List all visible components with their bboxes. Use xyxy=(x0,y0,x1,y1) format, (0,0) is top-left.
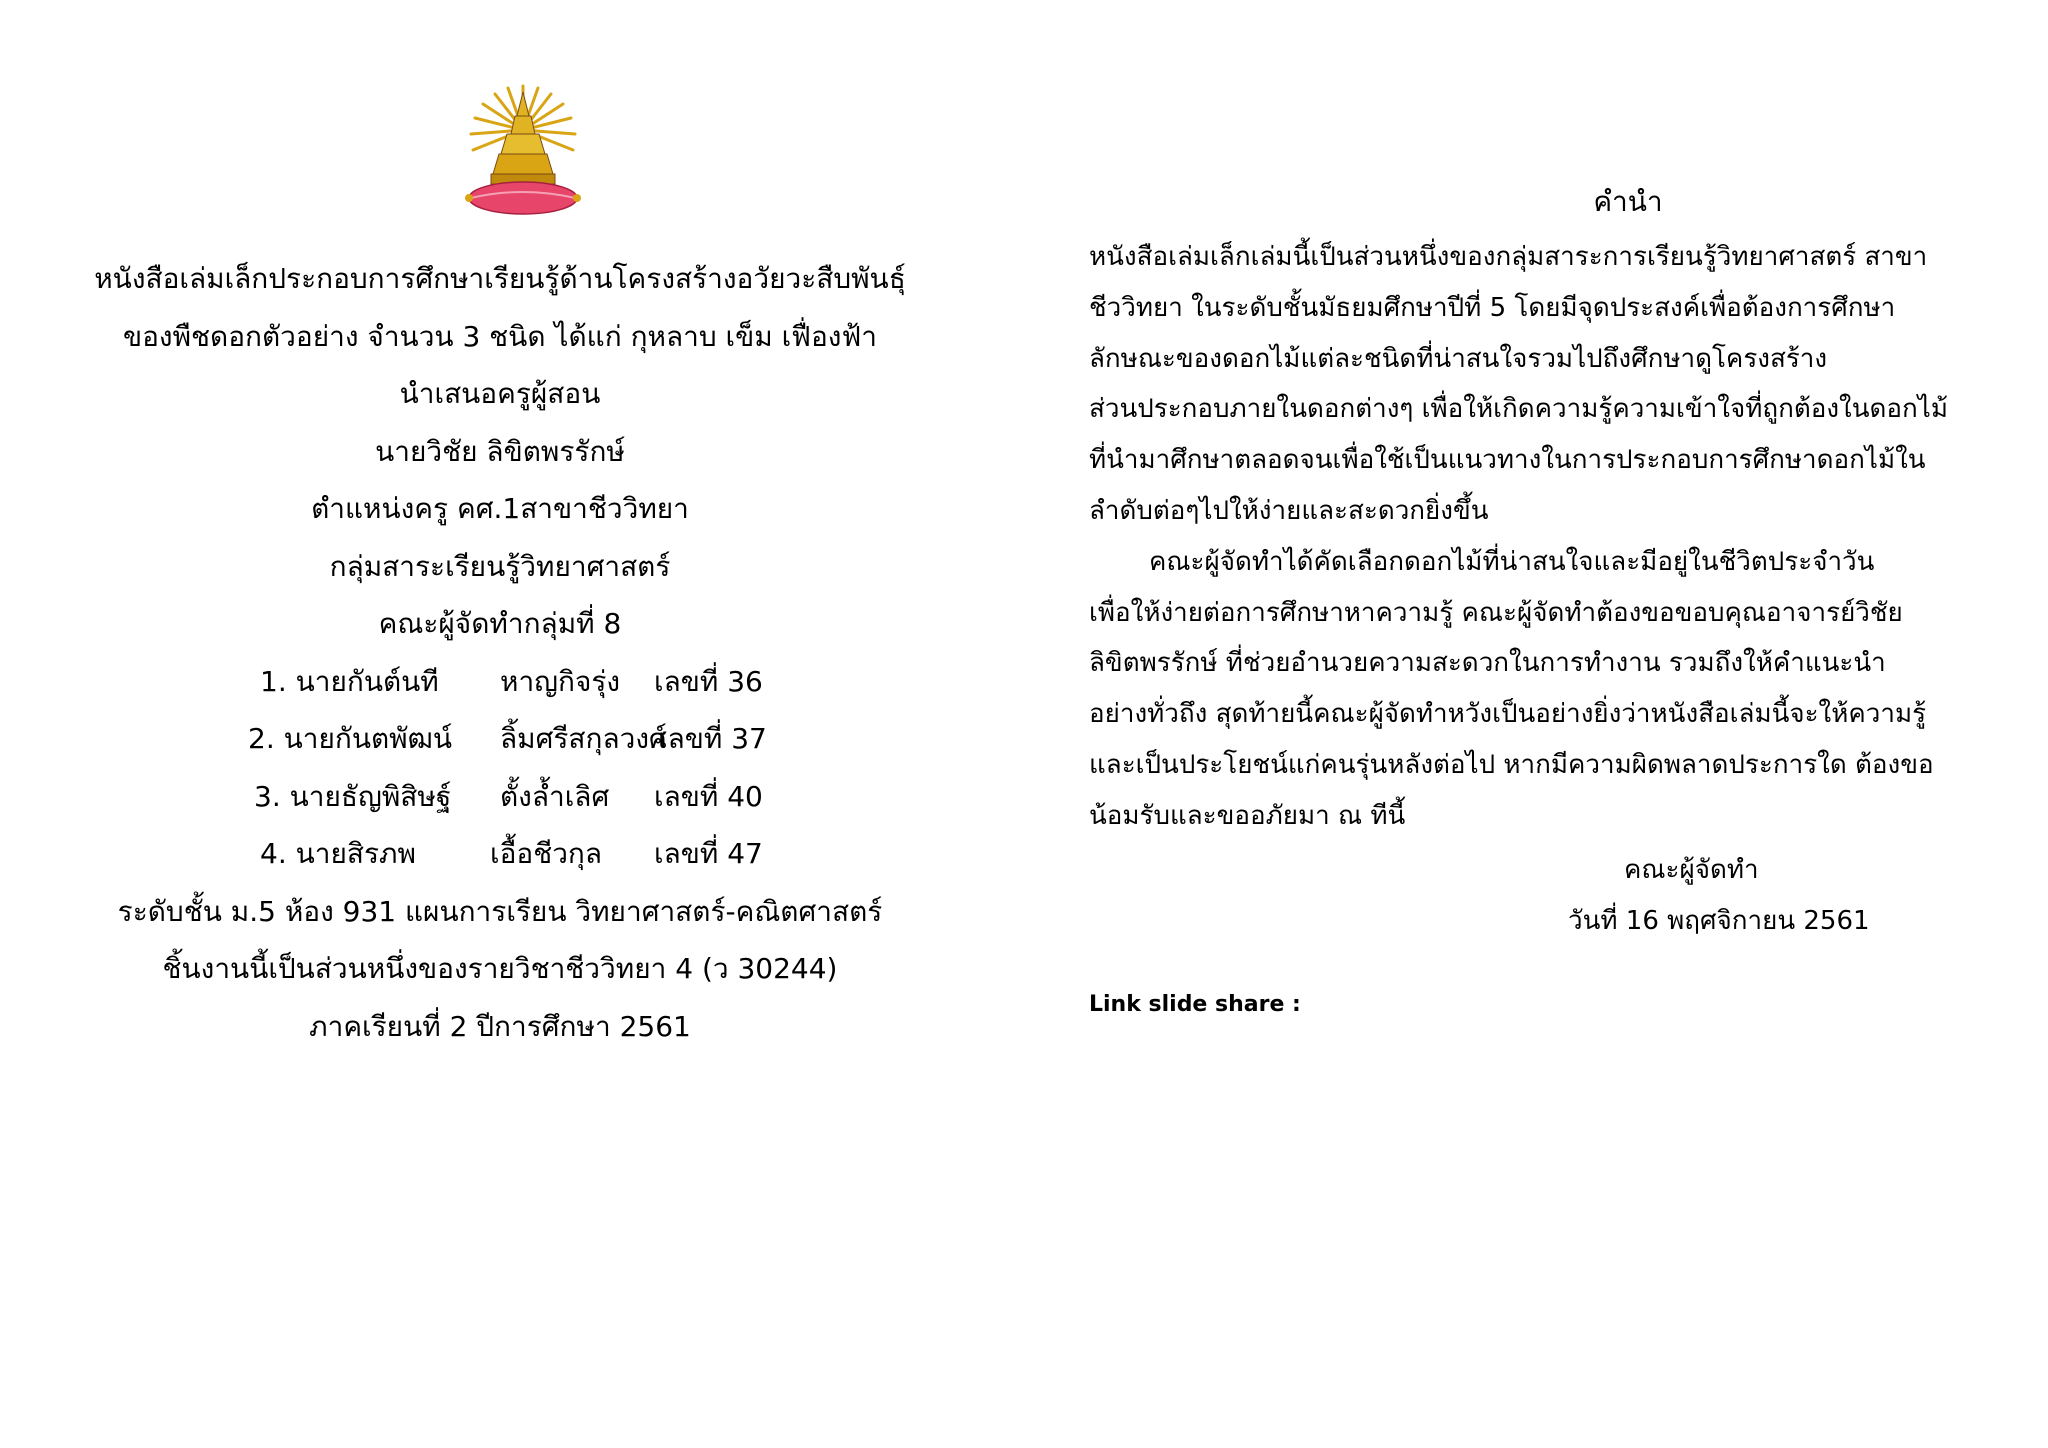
class-info: ระดับชั้น ม.5 ห้อง 931 แผนการเรียน วิทยาศาสตร์-คณิตศาสตร์ xyxy=(117,894,883,928)
foreword-paragraph-1-line: หนังสือเล่มเล็กเล่มนี้เป็นส่วนหนึ่งของกลุ่มสาระการเรียนรู้วิทยาศาสตร์ สาขา xyxy=(1089,242,1928,272)
foreword-paragraph-2-line: เพื่อให้ง่ายต่อการศึกษาหาความรู้ คณะผู้จัดทำต้องขอขอบคุณอาจารย์วิชัย xyxy=(1089,597,1903,628)
foreword-paragraph-1-line: ส่วนประกอบภายในดอกต่างๆ เพื่อให้เกิดความรู้ความเข้าใจที่ถูกต้องในดอกไม้ xyxy=(1089,394,1948,425)
signoff-author: คณะผู้จัดทำ xyxy=(1624,855,1759,885)
department-name: กลุ่มสาระเรียนรู้วิทยาศาสตร์ xyxy=(329,549,671,583)
foreword-paragraph-1-line: ที่นำมาศึกษาตลอดจนเพื่อใช้เป็นแนวทางในการประกอบการศึกษาดอกไม้ใน xyxy=(1089,445,1926,476)
member-row xyxy=(40,710,960,768)
foreword-paragraph-1-line: ลักษณะของดอกไม้แต่ละชนิดที่น่าสนใจรวมไปถึงศึกษาดูโครงสร้าง xyxy=(1089,343,1828,374)
foreword-paragraph-2-line: คณะผู้จัดทำได้คัดเลือกดอกไม้ที่น่าสนใจและมีอยู่ในชีวิตประจำวัน xyxy=(1149,546,1875,577)
member-name: 2. นายกันตพัฒน์ xyxy=(248,722,453,755)
foreword-body xyxy=(1089,232,1989,842)
course-info: ชิ้นงานนี้เป็นส่วนหนึ่งของรายวิชาชีววิทยา 4 (ว 30244) xyxy=(162,952,838,985)
member-name: 3. นายธัญพิสิษฐ์ xyxy=(254,779,452,813)
signoff-date: วันที่ 16 พฤศจิกายน 2561 xyxy=(1568,906,1870,936)
member-number: เลขที่ 40 xyxy=(654,779,763,813)
foreword-paragraph-2-line: และเป็นประโยชน์แก่คนรุ่นหลังต่อไป หากมีความผิดพลาดประการใด ต้องขอ xyxy=(1089,749,1934,780)
member-surname: ลิ้มศรีสกุลวงศ์ xyxy=(500,722,667,755)
teacher-name: นายวิชัย ลิขิตพรรักษ์ xyxy=(375,434,625,468)
foreword-page xyxy=(1024,0,2048,1448)
teacher-position: ตำแหน่งครู คศ.1สาขาชีววิทยา xyxy=(311,492,689,525)
member-number: เลขที่ 36 xyxy=(654,664,763,698)
member-row xyxy=(40,653,960,711)
member-name: 4. นายสิรภพ xyxy=(260,837,416,870)
member-number: เลขที่ 47 xyxy=(654,837,763,870)
foreword-title: คำนำ xyxy=(1593,185,1663,218)
member-surname: หาญกิจรุ่ง xyxy=(500,664,621,698)
member-name: 1. นายกันต์นที xyxy=(260,664,439,698)
presented-to-label: นำเสนอครูผู้สอน xyxy=(399,377,601,410)
school-emblem-icon xyxy=(463,82,583,222)
member-row xyxy=(40,825,960,883)
member-surname: ตั้งล้ำเลิศ xyxy=(500,779,610,813)
slide-share-link-label: Link slide share : xyxy=(1089,992,1301,1017)
foreword-paragraph-2-line: น้อมรับและขออภัยมา ณ ทีนี้ xyxy=(1089,800,1406,831)
foreword-paragraph-2-line: ลิขิตพรรักษ์ ที่ช่วยอำนวยความสะดวกในการทำงาน รวมถึงให้คำแนะนำ xyxy=(1089,648,1886,679)
member-row xyxy=(40,768,960,826)
foreword-paragraph-1-line: ลำดับต่อๆไปให้ง่ายและสะดวกยิ่งขึ้น xyxy=(1089,495,1489,526)
member-number: เลขที่ 37 xyxy=(658,722,767,755)
member-surname: เอื้อชีวกุล xyxy=(490,837,603,870)
cover-title-line-1: หนังสือเล่มเล็กประกอบการศึกษาเรียนรู้ด้านโครงสร้างอวัยวะสืบพันธุ์ xyxy=(94,262,906,295)
foreword-paragraph-1-line: ชีววิทยา ในระดับชั้นมัธยมศึกษาปีที่ 5 โดยมีจุดประสงค์เพื่อต้องการศึกษา xyxy=(1089,292,1896,323)
foreword-paragraph-2-line: อย่างทั่วถึง สุดท้ายนี้คณะผู้จัดทำหวังเป็นอย่างยิ่งว่าหนังสือเล่มนี้จะให้ความรู้ xyxy=(1089,699,1927,730)
semester-info: ภาคเรียนที่ 2 ปีการศึกษา 2561 xyxy=(309,1009,691,1043)
group-heading: คณะผู้จัดทำกลุ่มที่ 8 xyxy=(378,607,622,640)
cover-text-block xyxy=(40,250,960,1055)
cover-title-line-2: ของพืชดอกตัวอย่าง จำนวน 3 ชนิด ได้แก่ กุหลาบ เข็ม เฟื่องฟ้า xyxy=(122,319,878,353)
